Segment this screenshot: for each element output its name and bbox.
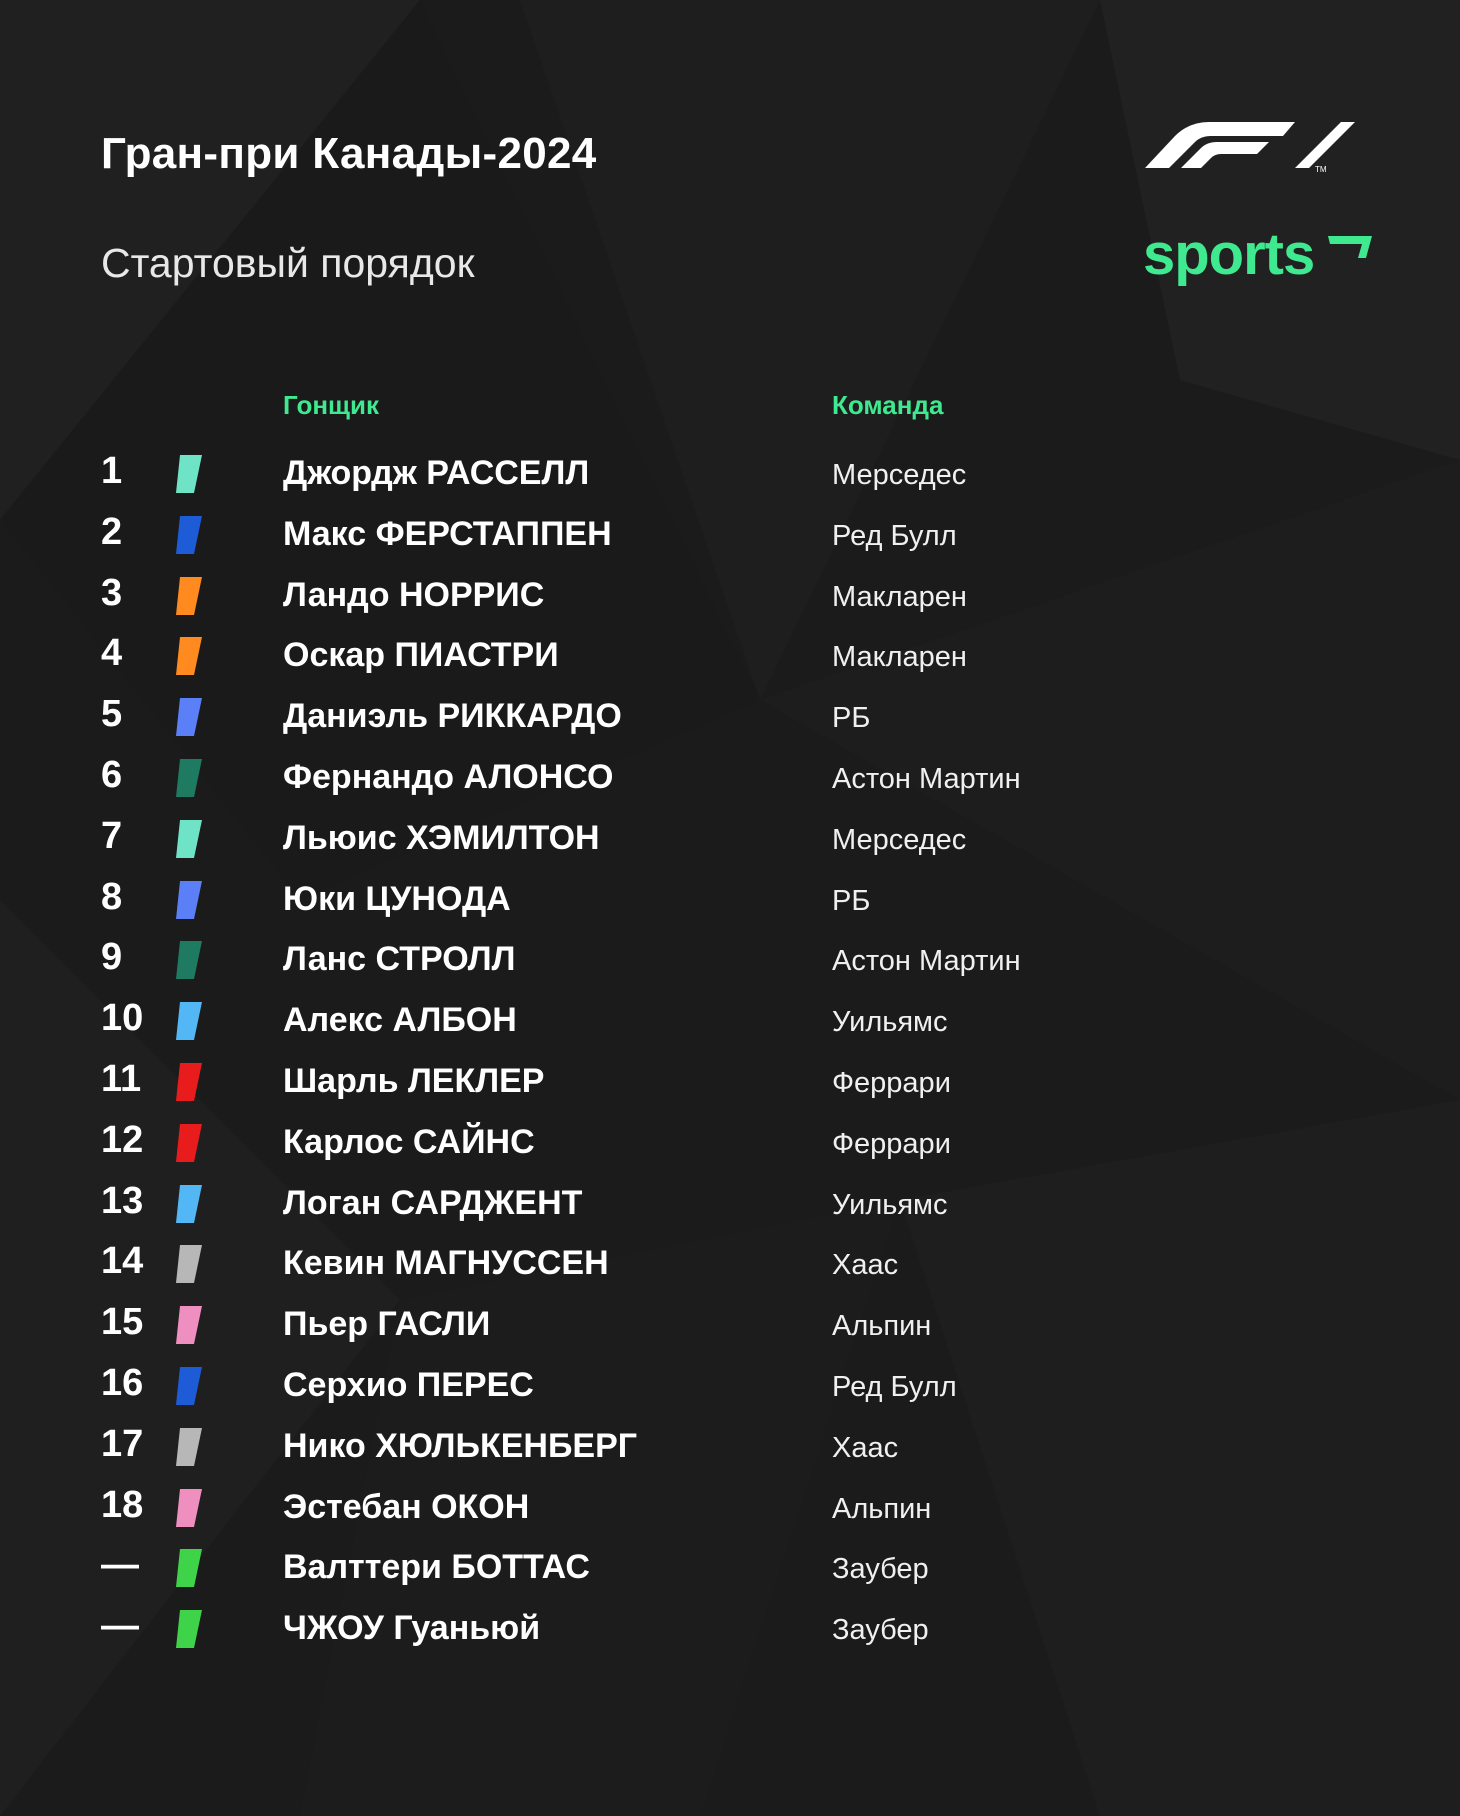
driver-name: Карлос САЙНС xyxy=(283,1122,535,1161)
grid-position: 11 xyxy=(101,1057,142,1100)
grid-row xyxy=(0,625,1460,686)
grid-row xyxy=(0,1477,1460,1538)
grid-position: 18 xyxy=(101,1483,144,1526)
grid-position: 2 xyxy=(101,510,123,553)
team-color-icon xyxy=(176,1489,202,1527)
team-color-icon xyxy=(176,516,202,554)
driver-name: Валттери БОТТАС xyxy=(283,1548,590,1587)
team-color-icon xyxy=(176,1002,202,1040)
grid-row xyxy=(0,1173,1460,1234)
team-color-icon xyxy=(176,1185,202,1223)
grid-position: 7 xyxy=(101,814,123,857)
driver-name: Оскар ПИАСТРИ xyxy=(283,636,559,675)
team-color-icon xyxy=(176,455,202,493)
grid-position: 5 xyxy=(101,693,123,736)
driver-name: Шарль ЛЕКЛЕР xyxy=(283,1061,545,1100)
grid-position: 6 xyxy=(101,753,123,796)
team-name: РБ xyxy=(832,884,871,917)
grid-row xyxy=(0,565,1460,626)
grid-row xyxy=(0,1416,1460,1477)
grid-position: — xyxy=(101,1544,139,1587)
team-color-icon xyxy=(176,759,202,797)
grid-row xyxy=(0,504,1460,565)
driver-name: Юки ЦУНОДА xyxy=(283,879,511,918)
driver-name: Алекс АЛБОН xyxy=(283,1001,517,1040)
team-name: Ред Булл xyxy=(832,1370,957,1403)
grid-row xyxy=(0,747,1460,808)
grid-position: 12 xyxy=(101,1118,144,1161)
driver-name: Эстебан ОКОН xyxy=(283,1487,530,1526)
grid-position: 4 xyxy=(101,632,123,675)
team-color-icon xyxy=(176,881,202,919)
grid-row xyxy=(0,1537,1460,1598)
team-color-icon xyxy=(176,637,202,675)
page-title: Гран-при Канады-2024 xyxy=(101,129,597,178)
team-color-icon xyxy=(176,1124,202,1162)
team-name: Заубер xyxy=(832,1553,929,1586)
driver-name: Пьер ГАСЛИ xyxy=(283,1305,491,1344)
team-color-icon xyxy=(176,941,202,979)
team-color-icon xyxy=(176,577,202,615)
grid-position: 8 xyxy=(101,875,123,918)
grid-row xyxy=(0,443,1460,504)
team-name: Альпин xyxy=(832,1492,932,1525)
grid-position: 9 xyxy=(101,936,123,979)
driver-name: Ланс СТРОЛЛ xyxy=(283,940,516,979)
grid-row xyxy=(0,1598,1460,1659)
grid-row xyxy=(0,1294,1460,1355)
team-name: Макларен xyxy=(832,580,967,613)
team-color-icon xyxy=(176,1063,202,1101)
grid-row xyxy=(0,869,1460,930)
driver-name: Льюис ХЭМИЛТОН xyxy=(283,818,600,857)
team-name: Уильямс xyxy=(832,1188,948,1221)
grid-row xyxy=(0,1233,1460,1294)
grid-position: 15 xyxy=(101,1301,144,1344)
team-color-icon xyxy=(176,698,202,736)
team-name: Феррари xyxy=(832,1066,951,1099)
team-color-icon xyxy=(176,1549,202,1587)
team-color-icon xyxy=(176,820,202,858)
team-name: Мерседес xyxy=(832,823,967,856)
driver-name: Логан САРДЖЕНТ xyxy=(283,1183,583,1222)
grid-position: 10 xyxy=(101,997,144,1040)
team-name: Альпин xyxy=(832,1310,932,1343)
team-name: Хаас xyxy=(832,1431,899,1464)
driver-name: Макс ФЕРСТАППЕН xyxy=(283,514,612,553)
team-color-icon xyxy=(176,1367,202,1405)
grid-position: 16 xyxy=(101,1361,144,1404)
starting-grid-list xyxy=(0,443,1460,1659)
grid-position: 17 xyxy=(101,1422,144,1465)
driver-name: Нико ХЮЛЬКЕНБЕРГ xyxy=(283,1426,638,1465)
driver-name: Ландо НОРРИС xyxy=(283,575,545,614)
grid-row xyxy=(0,808,1460,869)
team-name: Ред Булл xyxy=(832,519,957,552)
driver-name: ЧЖОУ Гуаньюй xyxy=(283,1609,541,1648)
grid-row xyxy=(0,1112,1460,1173)
team-name: РБ xyxy=(832,702,871,735)
grid-row xyxy=(0,990,1460,1051)
driver-name: Кевин МАГНУССЕН xyxy=(283,1244,609,1283)
grid-position: 14 xyxy=(101,1240,144,1283)
sports-logo: sports xyxy=(1143,222,1315,287)
grid-row xyxy=(0,686,1460,747)
svg-text:TM: TM xyxy=(1315,165,1327,174)
team-name: Астон Мартин xyxy=(832,945,1021,978)
column-header-driver: Гонщик xyxy=(283,390,379,420)
sports-tick-icon xyxy=(1326,232,1374,262)
team-name: Хаас xyxy=(832,1249,899,1282)
team-color-icon xyxy=(176,1610,202,1648)
team-name: Уильямс xyxy=(832,1006,948,1039)
driver-name: Серхио ПЕРЕС xyxy=(283,1365,534,1404)
grid-row xyxy=(0,1051,1460,1112)
driver-name: Джордж РАССЕЛЛ xyxy=(283,454,590,492)
team-name: Феррари xyxy=(832,1127,951,1160)
team-name: Заубер xyxy=(832,1614,929,1647)
grid-row xyxy=(0,1355,1460,1416)
team-name: Астон Мартин xyxy=(832,762,1021,795)
grid-position: — xyxy=(101,1605,139,1648)
team-color-icon xyxy=(176,1306,202,1344)
driver-name: Фернандо АЛОНСО xyxy=(283,757,614,796)
team-color-icon xyxy=(176,1245,202,1283)
team-name: Макларен xyxy=(832,641,967,674)
driver-name: Даниэль РИККАРДО xyxy=(283,697,622,736)
grid-position: 3 xyxy=(101,571,123,614)
team-name: Мерседес xyxy=(832,459,967,491)
grid-position: 13 xyxy=(101,1179,144,1222)
team-color-icon xyxy=(176,1428,202,1466)
page-subtitle: Стартовый порядок xyxy=(101,240,475,286)
grid-row xyxy=(0,929,1460,990)
f1-logo-icon xyxy=(1145,116,1355,174)
grid-position: 1 xyxy=(101,450,123,492)
column-header-team: Команда xyxy=(832,390,944,420)
